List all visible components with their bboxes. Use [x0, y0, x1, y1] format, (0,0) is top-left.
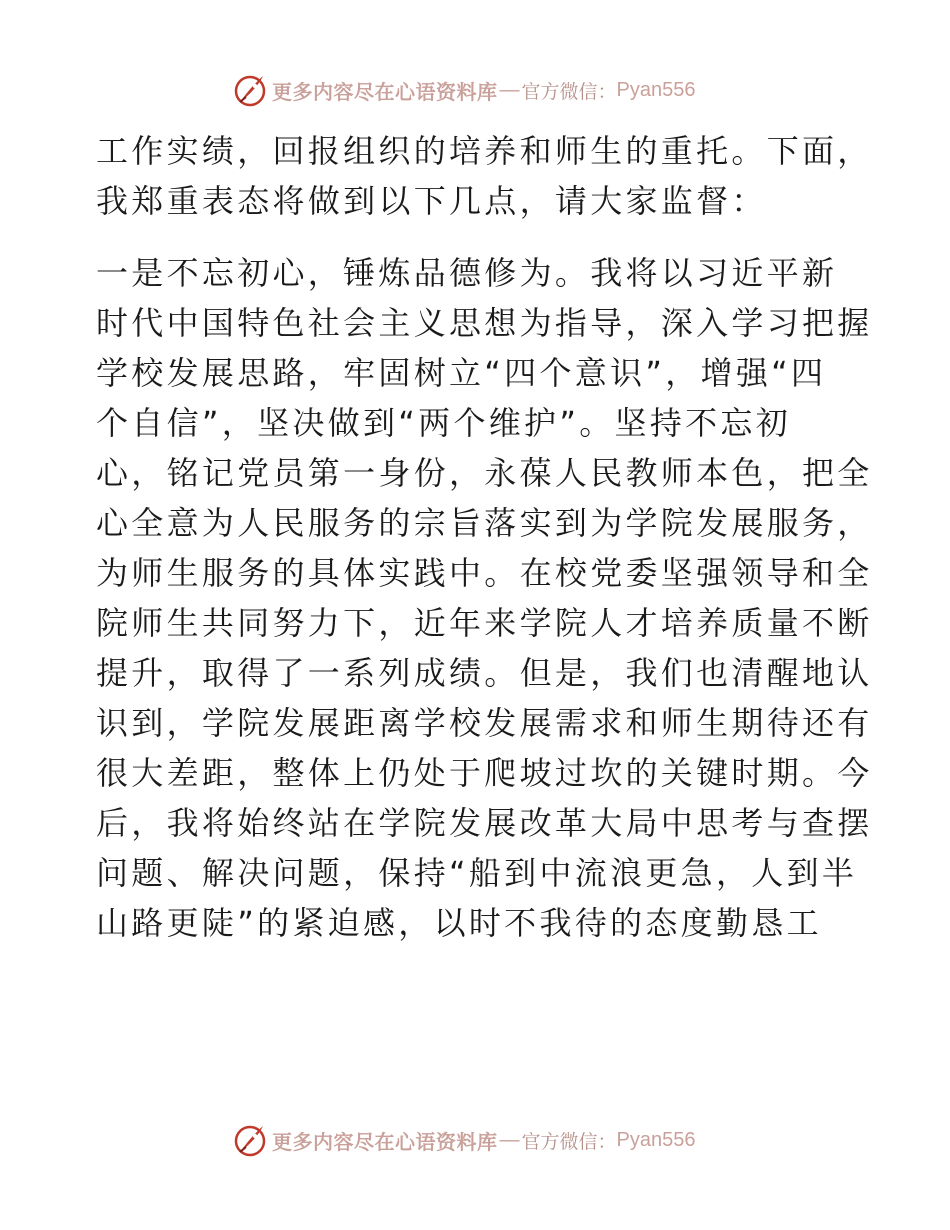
header-watermark-banner [232, 70, 695, 110]
paragraph-1 [96, 126, 873, 226]
text-line: 心，铭记党员第一身份，永葆人民教师本色，把全 [96, 454, 873, 492]
header-official-label: 官方微信： [521, 80, 617, 103]
footer-separator: — [499, 1128, 520, 1151]
text-line: 我郑重表态将做到以下几点，请大家监督： [96, 182, 767, 220]
footer-brand-text: 更多内容尽在心语资料库 [272, 1129, 498, 1154]
text-line: 个自信”，坚决做到“两个维护”。坚持不忘初 [96, 404, 792, 442]
text-line: 识到，学院发展距离学校发展需求和师生期待还有 [96, 704, 873, 742]
paragraph-2 [96, 248, 873, 948]
text-line: 山路更陡”的紧迫感，以时不我待的态度勤恳工 [96, 904, 822, 942]
text-line: 心全意为人民服务的宗旨落实到为学院发展服务， [96, 504, 873, 542]
text-line: 时代中国特色社会主义思想为指导，深入学习把握 [96, 304, 873, 342]
text-line: 问题、解决问题，保持“船到中流浪更急，人到半 [96, 854, 858, 892]
text-line: 很大差距，整体上仍处于爬坡过坎的关键时期。今 [96, 754, 873, 792]
text-line: 一是不忘初心，锤炼品德修为。我将以习近平新 [96, 254, 838, 292]
header-wechat-id: Pyan556 [616, 78, 696, 101]
text-line: 工作实绩，回报组织的培养和师生的重托。下面， [96, 132, 873, 170]
footer-wechat-id: Pyan556 [616, 1128, 696, 1151]
quill-pen-logo-icon [232, 72, 268, 108]
document-body [96, 126, 873, 948]
text-line: 后，我将始终站在学院发展改革大局中思考与查摆 [96, 804, 873, 842]
header-brand-text: 更多内容尽在心语资料库 [272, 79, 498, 104]
paragraph-spacer [96, 226, 856, 248]
quill-pen-logo-icon [232, 1122, 268, 1158]
header-separator: — [499, 78, 520, 101]
text-line: 为师生服务的具体实践中。在校党委坚强领导和全 [96, 554, 873, 592]
footer-official-label: 官方微信： [521, 1130, 617, 1153]
text-line: 学校发展思路，牢固树立“四个意识”，增强“四 [96, 354, 827, 392]
text-line: 提升，取得了一系列成绩。但是，我们也清醒地认 [96, 654, 873, 692]
footer-watermark-banner [232, 1120, 695, 1160]
text-line: 院师生共同努力下，近年来学院人才培养质量不断 [96, 604, 873, 642]
